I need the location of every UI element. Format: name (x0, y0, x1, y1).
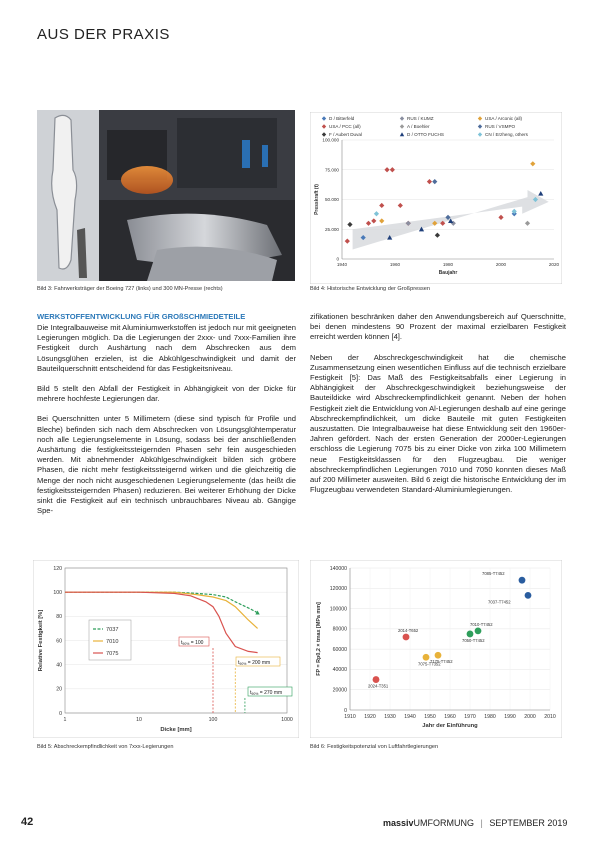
y-tick-label: 0 (344, 707, 347, 714)
annotation-label: $t_{90\%} = 200$ mm (238, 660, 271, 666)
y-tick-label: 100000 (329, 606, 347, 613)
page-number: 42 (21, 816, 34, 828)
paragraph-1: Die Integralbauweise mit Aluminiumwerkstoffen ist jedoch nur mit geeigneten Legierungen möglich. Da die Legierungen der 2xxx- und 7xxx-Familien ihre Festigkeit durch Aushärtung nach dem Abschrecken aus dem Lösungsglühen erzielen, ist die Abkühlgeschwindigkeit und damit der Bauteilquerschnitt entscheidend für das Festigkeitsniveau. (37, 323, 296, 373)
y-axis-label: Relative Festigkeit [%] (38, 609, 44, 672)
photo-landing-gear-and-press (37, 110, 295, 281)
x-tick-label: 2000 (495, 262, 507, 267)
y-tick-label: 120 (53, 565, 62, 572)
point-label: 2024-T351 (368, 683, 389, 689)
legend-label: RUS / VSMPO (485, 124, 516, 129)
y-tick-label: 40 (56, 662, 62, 669)
point-label: 7085-T7452 (482, 571, 505, 577)
legend-label: D / OTTO FUCHS (407, 132, 444, 137)
figure-5-chart (33, 560, 299, 738)
legend-label: 7075 (106, 651, 119, 657)
figure-6-caption: Bild 6: Festigkeitspotenzial von Luftfahrtlegierungen (310, 744, 439, 750)
y-tick-label: 60 (56, 638, 62, 645)
x-tick-label: 1910 (344, 714, 356, 720)
x-tick-label: 10 (136, 717, 142, 723)
article-heading: WERKSTOFFENTWICKLUNG FÜR GROßSCHMIEDETEILE (37, 312, 246, 321)
figure-4-caption: Bild 4: Historische Entwicklung der Großpressen (310, 286, 431, 292)
legend-label: 7037 (106, 627, 119, 633)
y-tick-label: 20000 (332, 687, 347, 694)
y-tick-label: 100.000 (322, 137, 339, 143)
figure-5-caption: Bild 5: Abschreckempfindlichkeit von 7xxx-Legierungen (37, 744, 174, 750)
x-axis-label: Dicke [mm] (160, 727, 192, 733)
paragraph-3: Bei Querschnitten unter 5 Millimetern (diese sind typisch für Profile und Bleche) befinden sich nach dem Abschrecken von Lösungsglühtemperatur noch alle Legierungselemente in Lösung, sodass bei der anschließenden Aushärtung die festigkeitssteigernden Phasen sehr fein ausgeschieden werden. Mit abnehmender Abkühlgeschwindigkeit bilden sich gröbere Phasen, die nicht mehr festigkeitssteigernd wirken und die gleichzeitig die Menge der noch nicht ausgeschiedenen Legierungselemente (das heißt die festigkeitssteigernden Phasen) reduzieren. Bei weiterer Erhöhung der Dicke sinkt die Festigkeit auf ein technisch unbrauchbares Niveau ab. Gängige Spe- (37, 414, 296, 516)
data-point (525, 592, 532, 599)
y-axis-label: Presskraft (t) (314, 184, 320, 215)
y-tick-label: 75.000 (324, 167, 339, 173)
x-tick-label: 1940 (336, 262, 348, 267)
data-point (423, 654, 430, 661)
paragraph-4: zifikationen beschränken daher den Anwendungsbereich auf Querschnitte, bei denen mindestens 90 Prozent der maximal erzielbaren Festigkeit erreicht werden können [4]. (310, 312, 566, 342)
x-tick-label: 1960 (444, 714, 456, 720)
x-tick-label: 100 (208, 717, 218, 723)
y-tick-label: 80000 (332, 626, 347, 633)
x-tick-label: 1980 (484, 714, 496, 720)
data-point (519, 577, 526, 584)
data-point (435, 652, 442, 659)
x-axis-label: Jahr der Einführung (422, 723, 478, 729)
annotation-label: $t_{90\%} = 270$ mm (250, 690, 283, 696)
footer-brand: massivUMFORMUNG | SEPTEMBER 2019 (383, 818, 568, 828)
x-tick-label: 2000 (524, 714, 536, 720)
point-label: 7037-T7452 (488, 599, 511, 605)
legend-label: USA / Arconic (all) (485, 116, 523, 121)
right-column (310, 312, 566, 505)
issue-date: SEPTEMBER 2019 (489, 818, 568, 828)
figure-4-chart (310, 112, 562, 284)
legend-label: CN / Erzheng, others (485, 132, 528, 137)
paragraph-2: Bild 5 stellt den Abfall der Festigkeit in Abhängigkeit von der Dicke für mehrere hochfeste Legierungen dar. (37, 384, 296, 404)
x-tick-label: 1940 (404, 714, 416, 720)
legend-label: D / Bitterfeld (329, 116, 355, 121)
paragraph-5: Neben der Abschreckgeschwindigkeit hat die chemische Zusammensetzung einen wesentlichen Einfluss auf die technisch erzielbare Festigkeit [5]: Das Maß des Festigkeitsabfalls einer Legierung in Abhängigkeit der Abschreckgeschwindigkeit beziehungsweise der Bauteildicke wird Abschreckempfindlichkeit genannt. Neben der hohen Festigkeit zielt die Entwicklung von Al-Legierungen deshalb auf eine geringe Abschreckempfindlichkeit, um dicke Bauteile mit guten Festigkeiten auszustatten. Die Integralbauweise hat diese Entwicklung seit den 1960er-Jahren gefördert. Nach der ersten Generation der 2000er-Legierungen erschloss die Legierung 7075 bis zu einer Dicke von zirka 100 Millimetern neue Festigkeitsklassen für den Flugzeugbau. Die weniger abschreckempfindlichen Legierungen 7010 und 7050 konnten dieses Maß auf 200 Millimeter ausweiten. Bild 6 zeigt die historische Entwicklung der im Flugzeugbau verwendeten Standard-Aluminiumlegierungen. (310, 352, 566, 495)
x-tick-label: 1950 (424, 714, 436, 720)
x-tick-label: 1990 (504, 714, 516, 720)
section-title: AUS DER PRAXIS (37, 26, 170, 43)
x-axis-label: Baujahr (438, 270, 458, 276)
point-label: 7175-T7452 (430, 659, 453, 665)
x-tick-label: 1970 (464, 714, 476, 720)
x-tick-label: 1920 (364, 714, 376, 720)
x-tick-label: 1960 (389, 262, 401, 267)
x-tick-label: 1000 (281, 717, 293, 723)
y-tick-label: 140000 (329, 565, 347, 572)
data-point (403, 634, 410, 641)
y-tick-label: 0 (336, 256, 339, 262)
legend-label: A / Boehler (407, 124, 430, 129)
point-label: 2014-T652 (398, 627, 419, 633)
y-tick-label: 50.000 (324, 197, 339, 202)
x-tick-label: 2020 (548, 262, 560, 267)
left-column (37, 323, 296, 526)
point-label: 7050-T7452 (462, 637, 485, 643)
x-tick-label: 2010 (544, 714, 556, 720)
data-point (467, 631, 474, 638)
chart-frame (33, 560, 299, 738)
chart-frame (310, 112, 562, 284)
legend-label: F / Aubert Duval (329, 132, 362, 137)
figure-6-chart (310, 560, 562, 738)
y-tick-label: 20 (56, 686, 62, 693)
y-tick-label: 0 (59, 710, 62, 717)
y-tick-label: 60000 (332, 646, 347, 653)
data-point (475, 627, 482, 634)
x-tick-label: 1 (63, 717, 67, 723)
legend-label: RUS / KUMZ (407, 116, 434, 121)
legend-label: USA / PCC (all) (329, 124, 361, 129)
y-tick-label: 80 (56, 614, 62, 621)
point-label: 7075-T7352 (418, 661, 441, 667)
data-point (373, 676, 380, 683)
brand-rest: UMFORMUNG (413, 818, 475, 828)
point-label: 7010-T7452 (470, 621, 493, 627)
y-tick-label: 120000 (329, 586, 347, 593)
figure-3-caption: Bild 3: Fahrwerksträger der Boeing 727 (links) und 300 MN-Presse (rechts) (37, 286, 223, 292)
annotation-label: $t_{90\%} = 100$ (181, 640, 204, 646)
brand-bold: massiv (383, 818, 414, 828)
legend-label: 7010 (106, 639, 119, 645)
y-tick-label: 40000 (332, 667, 347, 674)
y-axis-label: FP = Rp0,2 × tmax [MPa mm] (316, 602, 322, 676)
y-tick-label: 100 (53, 589, 62, 596)
x-tick-label: 1980 (442, 262, 454, 267)
x-tick-label: 1930 (384, 714, 396, 720)
y-tick-label: 25.000 (324, 226, 339, 232)
